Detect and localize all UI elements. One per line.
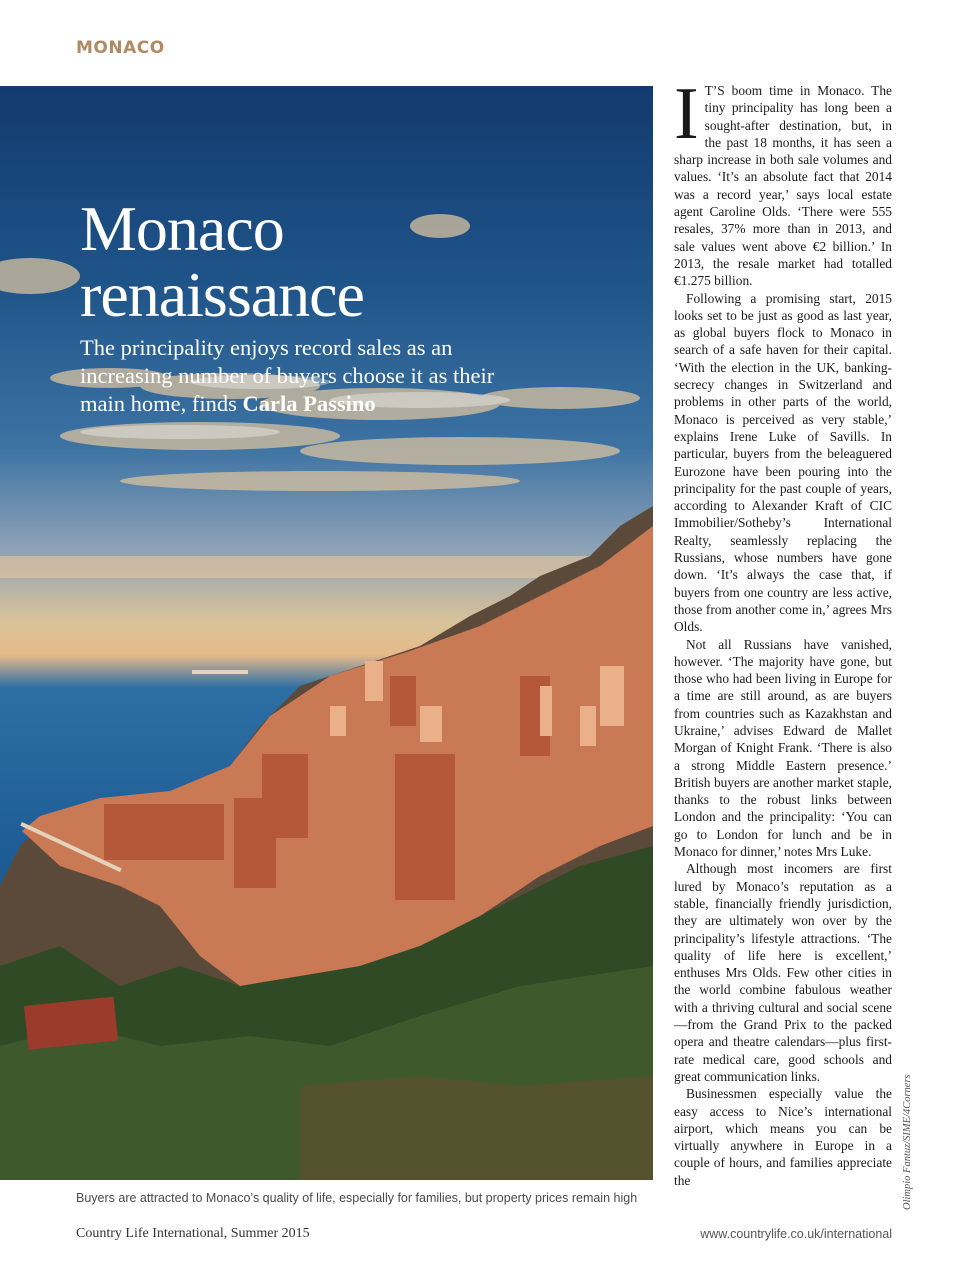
body-paragraph xyxy=(674,73,892,290)
article-standfirst xyxy=(80,334,500,418)
photo-credit: Olimpio Fantuz/SIME/4Corners xyxy=(902,1074,913,1210)
article-body xyxy=(674,73,892,1189)
body-paragraph: Businessmen especially value the easy access to Nice’s international airport, which means you can be virtually anywhere in Europe in a couple of hours, and families appreciate the xyxy=(674,1086,892,1188)
body-paragraph: Following a promising start, 2015 looks set to be just as good as last year, as global buyers flock to Monaco in search of a safe haven for their capital. ‘With the election in the UK, banking-secrecy changes in Switzerland and problems in other parts of the world, Monaco is perceived as very stable,’ explains Irene Luke of Savills. In particular, buyers from the beleaguered Eurozone have been pouring into the principality for the past couple of years, according to Alexander Kraft of CIC Immobilier/Sotheby’s International Realty, seamlessly replacing the Russians, whose numbers have gone down. ‘It’s always the case that, if buyers from one country are less active, those from another come in,’ agrees Mrs Olds. xyxy=(674,290,892,635)
footer-publication: Country Life International, Summer 2015 xyxy=(76,1226,310,1241)
article-headline xyxy=(80,193,364,330)
headline-line-1: Monaco xyxy=(80,193,284,264)
standfirst-text: The principality enjoys record sales as an increasing number of buyers choose it as their main home, finds xyxy=(80,335,495,416)
section-label: MONACO xyxy=(76,38,165,58)
body-paragraph: Not all Russians have vanished, however. ‘The majority have gone, but those who had been living in Europe for a time are still around, as are buyers from countries such as Kazakhstan and Ukraine,’ advises Edward de Mallet Morgan of Knight Frank. ‘There is also a strong Middle Eastern presence.’ British buyers are another market staple, thanks to the robust links between London and the principality: ‘You can go to London for lunch and be in Monaco for dinner,’ notes Mrs Luke. xyxy=(674,636,892,860)
headline-line-2: renaissance xyxy=(80,259,364,330)
body-paragraph: Although most incomers are first lured by Monaco’s reputation as a stable, financially friendly jurisdiction, they are ultimately won over by the principality’s lifestyle attractions. ‘The quality of life here is excellent,’ enthuses Mrs Olds. Few other cities in the world combine fabulous weather with a thriving cultural and social scene—from the Grand Prix to the packed opera and theatre calendars—plus first-rate medical care, good schools and great communication links. xyxy=(674,861,892,1084)
footer-url[interactable]: www.countrylife.co.uk/international xyxy=(700,1227,892,1241)
paragraph-text: T’S boom time in Monaco. The tiny principality has long been a sought-after destination, but, in the past 18 months, it has seen a sharp increase in both sale volumes and values. ‘It’s an absolute fact that 2014 was a record year,’ says local estate agent Caroline Olds. ‘There were 555 resales, 37% more than in 2013, and sale values went above €2 billion.’ In 2013, the resale market had totalled €1.275 billion. xyxy=(674,83,892,289)
photo-caption: Buyers are attracted to Monaco’s quality of life, especially for families, but property prices remain high xyxy=(76,1191,638,1205)
author-name: Carla Passino xyxy=(242,391,376,416)
drop-cap: I xyxy=(674,73,699,155)
hero-photo xyxy=(0,86,653,1180)
